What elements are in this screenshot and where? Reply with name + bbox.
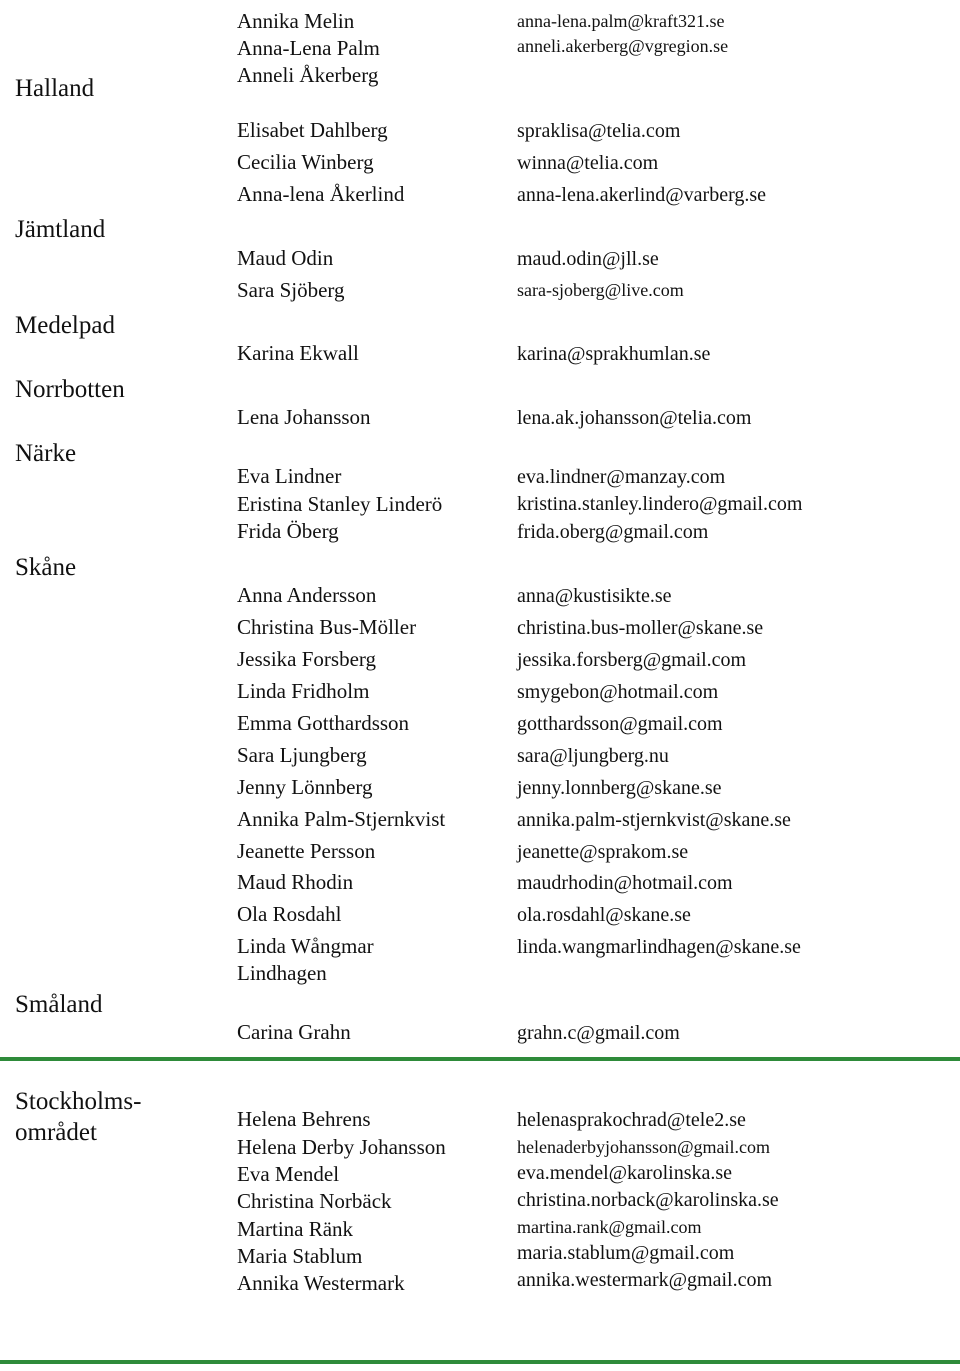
contact-name: Maud Odin <box>237 246 334 270</box>
contact-email: jenny.lonnberg@skane.se <box>517 777 722 799</box>
contact-email: grahn.c@gmail.com <box>517 1022 680 1044</box>
contact-email: winna@telia.com <box>517 152 659 174</box>
region-norrbotten: Norrbotten <box>15 376 125 403</box>
region-halland: Halland <box>15 75 95 102</box>
contact-name: Anneli Åkerberg <box>237 63 379 87</box>
contact-name: Annika Melin <box>237 9 355 33</box>
contact-name: Eva Mendel <box>237 1162 340 1186</box>
contact-email: christina.bus-moller@skane.se <box>517 617 764 639</box>
contact-email: jeanette@sprakom.se <box>517 841 689 863</box>
contact-email: maria.stablum@gmail.com <box>517 1242 735 1264</box>
contact-name: Jessika Forsberg <box>237 647 377 671</box>
region-stockholm: Stockholms- <box>15 1088 142 1115</box>
contact-email: ola.rosdahl@skane.se <box>517 904 691 926</box>
region-stockholm: området <box>15 1119 97 1146</box>
region-narke: Närke <box>15 440 77 467</box>
contact-name: Linda Wångmar <box>237 934 374 958</box>
contact-name: Cecilia Winberg <box>237 150 374 174</box>
contact-name: Elisabet Dahlberg <box>237 118 388 142</box>
contact-email: jessika.forsberg@gmail.com <box>517 649 747 671</box>
contact-name: Eristina Stanley Linderö <box>237 492 443 516</box>
contact-email: gotthardsson@gmail.com <box>517 713 723 735</box>
contact-name: Frida Öberg <box>237 519 339 543</box>
contact-email: spraklisa@telia.com <box>517 120 681 142</box>
contact-name: Christina Bus-Möller <box>237 615 417 639</box>
region-jamtland: Jämtland <box>15 216 106 243</box>
contact-name: Karina Ekwall <box>237 341 359 365</box>
contact-name: Anna-Lena Palm <box>237 36 380 60</box>
section-divider <box>0 1057 960 1061</box>
contact-email: anna-lena.akerlind@varberg.se <box>517 184 767 206</box>
contact-name: Christina Norbäck <box>237 1189 392 1213</box>
contact-email: christina.norback@karolinska.se <box>517 1189 779 1211</box>
contact-email: anna@kustisikte.se <box>517 585 672 607</box>
contact-email: helenaderbyjohansson@gmail.com <box>517 1137 771 1157</box>
contact-name: Eva Lindner <box>237 464 342 488</box>
contact-email: martina.rank@gmail.com <box>517 1217 702 1237</box>
contact-email: kristina.stanley.lindero@gmail.com <box>517 493 803 515</box>
footer-divider <box>0 1360 960 1364</box>
contact-email: annika.palm-stjernkvist@skane.se <box>517 809 791 831</box>
contact-name: Lindhagen <box>237 961 327 985</box>
contact-email: karina@sprakhumlan.se <box>517 343 711 365</box>
contact-name: Anna Andersson <box>237 583 377 607</box>
contact-email: annika.westermark@gmail.com <box>517 1269 772 1291</box>
contact-name: Maud Rhodin <box>237 870 354 894</box>
contact-email: linda.wangmarlindhagen@skane.se <box>517 936 801 958</box>
region-skane: Skåne <box>15 554 77 581</box>
contact-name: Lena Johansson <box>237 405 371 429</box>
contact-name: Helena Derby Johansson <box>237 1135 446 1159</box>
contact-name: Annika Palm-Stjernkvist <box>237 807 446 831</box>
contact-email: frida.oberg@gmail.com <box>517 521 709 543</box>
contact-email: anneli.akerberg@vgregion.se <box>517 36 729 56</box>
contact-name: Sara Ljungberg <box>237 743 367 767</box>
contact-name: Ola Rosdahl <box>237 902 342 926</box>
contact-name: Martina Ränk <box>237 1217 354 1241</box>
contact-email: anna-lena.palm@kraft321.se <box>517 11 725 31</box>
contact-email: lena.ak.johansson@telia.com <box>517 407 752 429</box>
contact-email: eva.mendel@karolinska.se <box>517 1162 733 1184</box>
contact-email: sara@ljungberg.nu <box>517 745 669 767</box>
contact-name: Sara Sjöberg <box>237 278 345 302</box>
contact-name: Annika Westermark <box>237 1271 405 1295</box>
region-smaland: Småland <box>15 991 103 1018</box>
contact-email: maudrhodin@hotmail.com <box>517 872 733 894</box>
contact-name: Carina Grahn <box>237 1020 351 1044</box>
contact-email: sara-sjoberg@live.com <box>517 280 684 300</box>
contact-name: Linda Fridholm <box>237 679 370 703</box>
contact-email: maud.odin@jll.se <box>517 248 659 270</box>
region-medelpad: Medelpad <box>15 312 115 339</box>
contact-name: Emma Gotthardsson <box>237 711 410 735</box>
contact-name: Anna-lena Åkerlind <box>237 182 405 206</box>
contact-name: Jeanette Persson <box>237 839 376 863</box>
contact-email: helenasprakochrad@tele2.se <box>517 1109 746 1131</box>
contact-email: eva.lindner@manzay.com <box>517 466 726 488</box>
contact-name: Jenny Lönnberg <box>237 775 373 799</box>
contact-name: Helena Behrens <box>237 1107 371 1131</box>
contact-email: smygebon@hotmail.com <box>517 681 719 703</box>
contact-name: Maria Stablum <box>237 1244 363 1268</box>
